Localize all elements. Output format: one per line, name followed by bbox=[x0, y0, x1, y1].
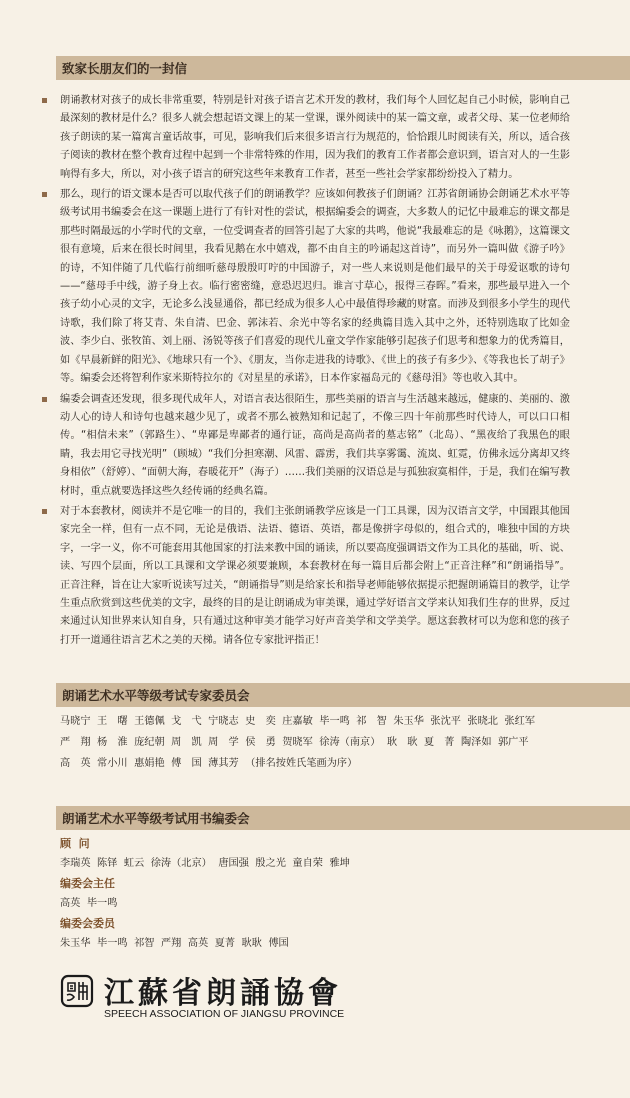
letter-heading: 致家长朋友们的一封信 bbox=[56, 56, 630, 80]
letter-paragraph bbox=[60, 186, 570, 388]
seal-icon bbox=[60, 974, 94, 1008]
director-names: 高英 毕一鸣 bbox=[60, 898, 118, 909]
committee-members bbox=[60, 711, 580, 774]
paragraph-text: 朗诵教材对孩子的成长非常重要，特别是针对孩子语言艺术开发的教材，我们每个人回忆起自己小时候，影响自己最深刻的教材是什么？很多人就会想起语文课上的某一堂课，课外阅读中的某一篇文章，或者父母、某一位老师给孩子朗读的某一篇寓言童话故事，可见，影响我们后来很多语言行为规范的，恰恰跟儿时阅读有关，所以，适合孩子阅读的教材在整个教育过程中起到一个非常特殊的作用，因为我们的教育工作者都会意识到，语言对人的一生影响得有多大，所以，对小孩子语言的研究这些年来教育工作者，甚至一些社会学家都纷纷投入了精力。 bbox=[60, 95, 570, 180]
logo-english-name: SPEECH ASSOCIATION OF JIANGSU PROVINCE bbox=[104, 1008, 345, 1020]
bullet-icon bbox=[42, 509, 47, 514]
committee-heading: 朗诵艺术水平等级考试专家委员会 bbox=[56, 683, 630, 707]
bullet-icon bbox=[42, 98, 47, 103]
member-line: 严 翔 杨 淮 庞纪朝 周 凯 周 学 侯 勇 贺晓军 徐涛（南京） 耿 耿 夏 菁 陶泽如 郭广平 bbox=[60, 737, 529, 748]
letter-paragraph bbox=[60, 503, 570, 650]
bullet-icon bbox=[42, 397, 47, 402]
advisors-title: 顾 问 bbox=[60, 837, 90, 850]
advisors-names: 李瑞英 陈铎 虹云 徐涛（北京） 唐国强 殷之光 童自荣 雅坤 bbox=[60, 858, 350, 869]
logo-chinese-name: 江蘇省朗誦協會 bbox=[104, 976, 342, 1011]
members-title: 编委会委员 bbox=[60, 917, 115, 930]
bullet-icon bbox=[42, 192, 47, 197]
letter-body bbox=[60, 92, 570, 652]
letter-paragraph bbox=[60, 92, 570, 184]
letter-paragraph bbox=[60, 391, 570, 501]
member-line: 高 英 常小川 惠娟艳 傅 国 薄其芳 （排名按姓氏笔画为序） bbox=[60, 758, 358, 769]
paragraph-text: 编委会调查还发现，很多现代成年人，对语言表达很陌生，那些美丽的语言与生活越来越远，健康的、美丽的、激动人心的诗人和诗句也越来越少见了，或者不那么被熟知和记起了，不像三四十年前那些时代诗人，可以口口相传。“相信未来”（郭路生）、“卑鄙是卑鄙者的通行证，高尚是高尚者的墓志铭”（北岛）、“黑夜给了我黑色的眼睛，我去用它寻找光明”（顾城）“我们分担寒潮、风雷、霹雳，我们共享雾霭、流岚、虹霓，仿佛永远分离却又终身相依”（舒婷）、“面朝大海，春暖花开”（海子）……我们美丽的汉语总是与孤独寂寞相伴，于是，我们在编写教材时，重点就要选择这些久经传诵的经典名篇。 bbox=[60, 393, 570, 497]
member-line: 马晓宁 王 曙 王德佩 戈 弋 宁晓志 史 奕 庄嘉敏 毕一鸣 祁 智 朱玉华 张沈平 张晓北 张红军 bbox=[60, 716, 536, 727]
editorial-board bbox=[60, 834, 580, 954]
association-logo bbox=[60, 968, 370, 1028]
paragraph-text: 对于本套教材，阅读并不是它唯一的目的，我们主张朗诵教学应该是一门工具课，因为汉语言文学，中国跟其他国家完全一样，但有一点不同，无论是俄语、法语、德语、英语，都是像拼字母似的，组合式的，唯独中国的方块字，一字一义，你不可能套用其他国家的打法来教中国的诵读，所以要高度强调语文作为工具化的基础，听、说、读、写四个层面，所以工具课和文学课必须要兼顾，本套教材在每一篇目后都会附上“正音注释”和“朗诵指导”。正音注释，旨在让大家听说读写过关，“朗诵指导”则是给家长和指导老师能够依据提示把握朗诵篇目的教学，让学生重点欣赏到这些优美的文字，最终的目的是让朗诵成为审美课，通过学好语言文学来认知我们生存的世界，反过来通过认知世界来认知自身，只有通过这种审美才能学习好声音美学和文学美学。愿这套教材可以为您和您的孩子打开一道通往语言艺术之美的天梯。请各位专家批评指正！ bbox=[60, 505, 570, 646]
editorial-heading: 朗诵艺术水平等级考试用书编委会 bbox=[56, 806, 630, 830]
members-names: 朱玉华 毕一鸣 祁智 严翔 高英 夏菁 耿耿 傅国 bbox=[60, 938, 289, 949]
director-title: 编委会主任 bbox=[60, 877, 115, 890]
paragraph-text: 那么，现行的语文课本是否可以取代孩子们的朗诵教学？应该如何教孩子们朗诵？江苏省朗诵协会朗诵艺术水平等级考试用书编委会在这一课题上进行了有针对性的尝试，根据编委会的调查，大多数人的记忆中最难忘的课文都是那些时隔最远的小学时代的文章，一位受调查者的回答引起了大家的共鸣，他说“我最难忘的是《咏鹅》，这篇课文很有意境，后来在很长时间里，我看见鹅在水中嬉戏，都不由自主的吟诵起这首诗”，而另外一篇叫做《游子吟》的诗，不知伴随了几代临行前细听慈母殷殷叮咛的中国游子，对一些人来说则是他们最早的关于母爱讴歌的诗句——“慈母手中线，游子身上衣。临行密密缝，意恐迟迟归。谁言寸草心，报得三春晖。”看来，那些最早进入一个孩子幼小心灵的文字，无论多么浅显通俗，都已经成为很多人心中最值得珍藏的财富。而涉及到很多小学生的现代诗歌，我们除了将艾青、朱自清、巴金、郭沫若、余光中等名家的经典篇目选入其中之外，还特别选取了比如金波、李少白、张牧笛、刘上丽、汤锐等孩子们喜爱的现代儿童文学作家能够引起孩子们思考和想象力的优秀篇目，如《早晨新鲜的阳光》、《地球只有一个》、《朋友，当你走进我的诗歌》、《世上的孩子有多少》、《等我也长了胡子》等。编委会还将智利作家米斯特拉尔的《对星星的承诺》，日本作家福岛元的《慈母泪》等也收入其中。 bbox=[60, 189, 570, 385]
